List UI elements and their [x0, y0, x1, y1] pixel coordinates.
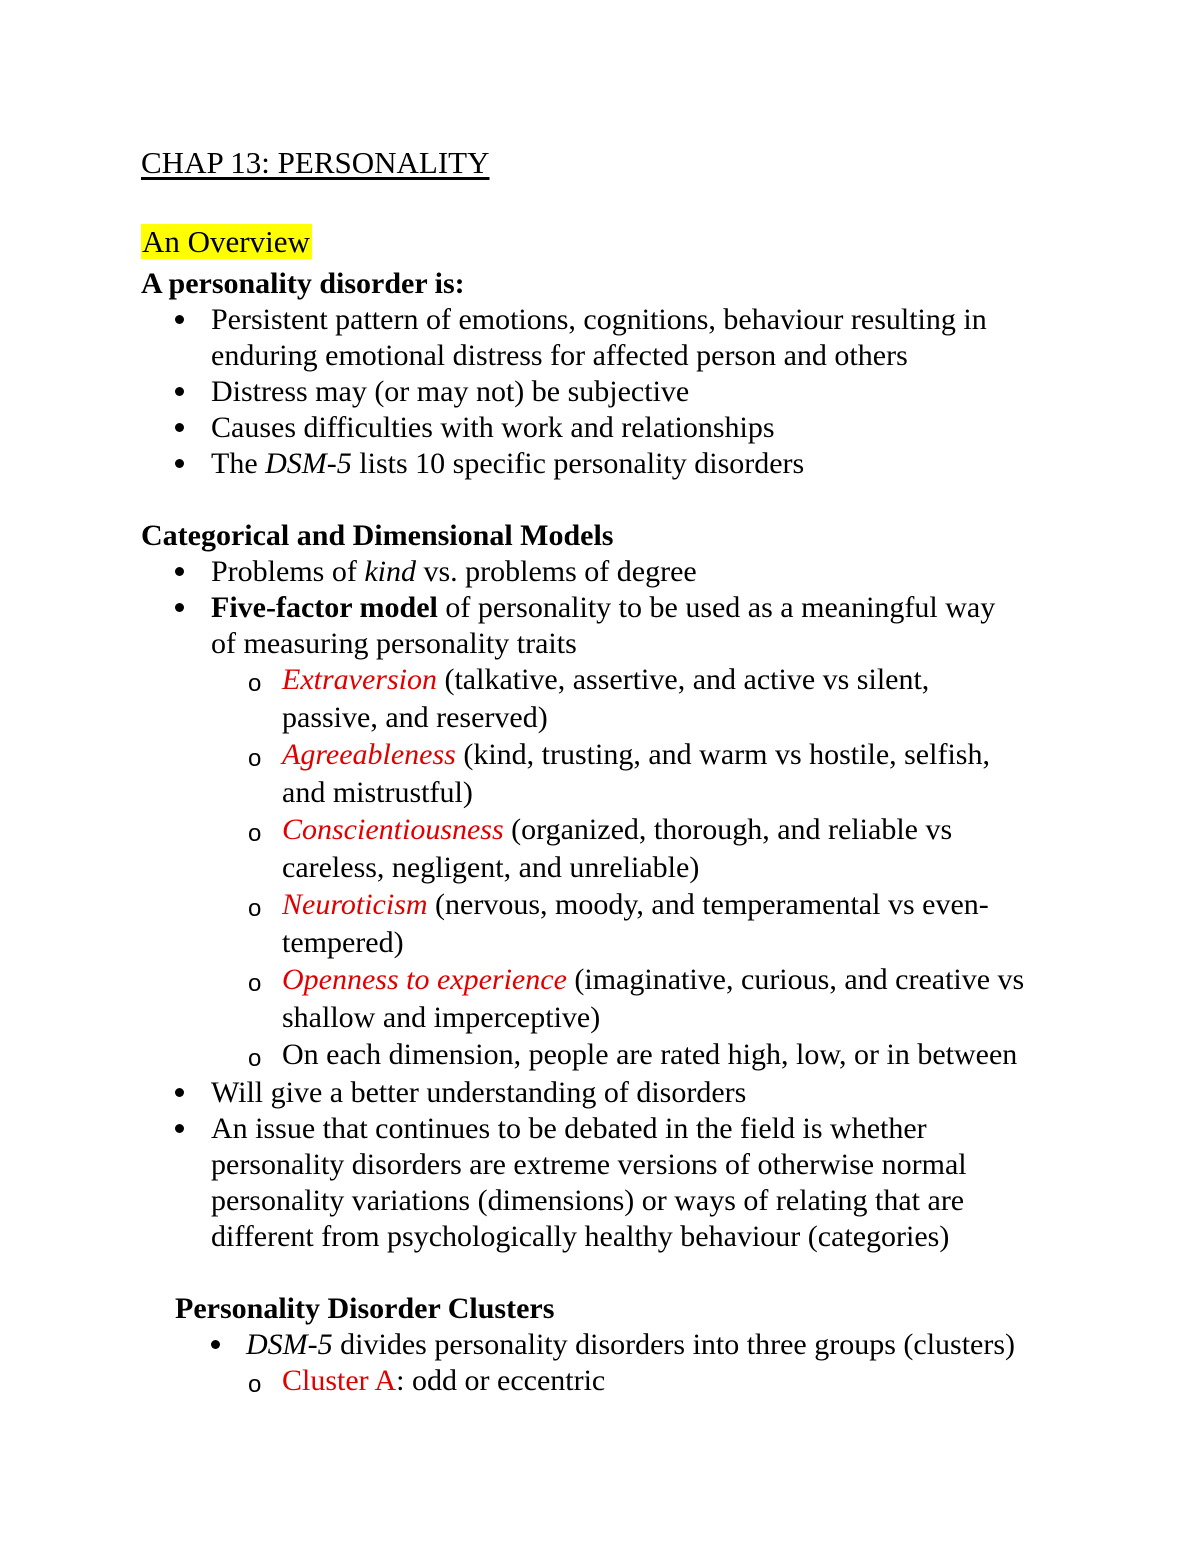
bullet-icon — [175, 603, 184, 612]
overview-bullet-3: Causes difficulties with work and relationships — [211, 411, 775, 444]
circle-bullet-icon: o — [248, 970, 262, 997]
cluster-a-item: Cluster A: odd or eccentric — [282, 1364, 606, 1397]
bullet-icon — [175, 315, 184, 324]
overview-subheading: A personality disorder is: — [141, 267, 465, 300]
factor-agreeableness-line2: and mistrustful) — [282, 776, 473, 809]
overview-bullet-1-line2: enduring emotional distress for affected person and others — [211, 339, 908, 372]
bullet-icon — [175, 1088, 184, 1097]
cluster-a-label: Cluster A — [282, 1364, 397, 1397]
models-heading: Categorical and Dimensional Models — [141, 519, 614, 552]
circle-bullet-icon: o — [248, 1371, 262, 1398]
circle-bullet-icon: o — [248, 820, 262, 847]
models-bullet-4-line3: personality variations (dimensions) or ways of relating that are — [211, 1184, 965, 1217]
factor-neuroticism-line2: tempered) — [282, 926, 404, 959]
factor-conscientiousness-line2: careless, negligent, and unreliable) — [282, 851, 700, 884]
overview-bullet-2: Distress may (or may not) be subjective — [211, 375, 690, 408]
circle-bullet-icon: o — [248, 1045, 262, 1072]
factor-openness-line1: Openness to experience (imaginative, curious, and creative vs — [282, 963, 1025, 996]
models-bullet-3: Will give a better understanding of disorders — [211, 1076, 747, 1109]
overview-heading — [141, 224, 312, 261]
circle-bullet-icon: o — [248, 670, 262, 697]
bullet-icon — [175, 387, 184, 396]
bullet-icon — [175, 459, 184, 468]
models-bullet-4-line2: personality disorders are extreme versions of otherwise normal — [211, 1148, 967, 1181]
factor-neuroticism-line1: Neuroticism (nervous, moody, and temperamental vs even- — [282, 888, 989, 921]
clusters-heading: Personality Disorder Clusters — [175, 1292, 555, 1325]
factor-openness-line2: shallow and imperceptive) — [282, 1001, 601, 1034]
overview-bullet-1-line1: Persistent pattern of emotions, cognitions, behaviour resulting in — [211, 303, 987, 336]
models-bullet-2-line1: Five-factor model of personality to be used as a meaningful way — [211, 591, 996, 624]
bullet-icon — [175, 423, 184, 432]
factor-conscientiousness-line1: Conscientiousness (organized, thorough, and reliable vs — [282, 813, 953, 846]
page-title: CHAP 13: PERSONALITY — [141, 145, 490, 180]
models-bullet-4-line1: An issue that continues to be debated in the field is whether — [211, 1112, 927, 1145]
factor-agreeableness-line1: Agreeableness (kind, trusting, and warm vs hostile, selfish, — [282, 738, 990, 771]
rating-note: On each dimension, people are rated high, low, or in between — [282, 1038, 1018, 1071]
bullet-icon — [211, 1340, 220, 1349]
factor-extraversion-line1: Extraversion (talkative, assertive, and active vs silent, — [282, 663, 930, 696]
clusters-bullet-1: DSM-5 divides personality disorders into three groups (clusters) — [246, 1328, 1016, 1361]
factor-extraversion-line2: passive, and reserved) — [282, 701, 548, 734]
dsm5-term: DSM-5 — [265, 447, 352, 480]
models-bullet-1: Problems of kind vs. problems of degree — [211, 555, 697, 588]
bullet-icon — [175, 1124, 184, 1133]
overview-bullet-4: The DSM-5 lists 10 specific personality disorders — [211, 447, 805, 480]
circle-bullet-icon: o — [248, 895, 262, 922]
models-bullet-4-line4: different from psychologically healthy behaviour (categories) — [211, 1220, 950, 1253]
five-factor-term: Five-factor model — [211, 591, 438, 624]
bullet-icon — [175, 567, 184, 576]
highlighted-heading: An Overview — [142, 224, 310, 259]
models-bullet-2-line2: of measuring personality traits — [211, 627, 577, 660]
circle-bullet-icon: o — [248, 745, 262, 772]
